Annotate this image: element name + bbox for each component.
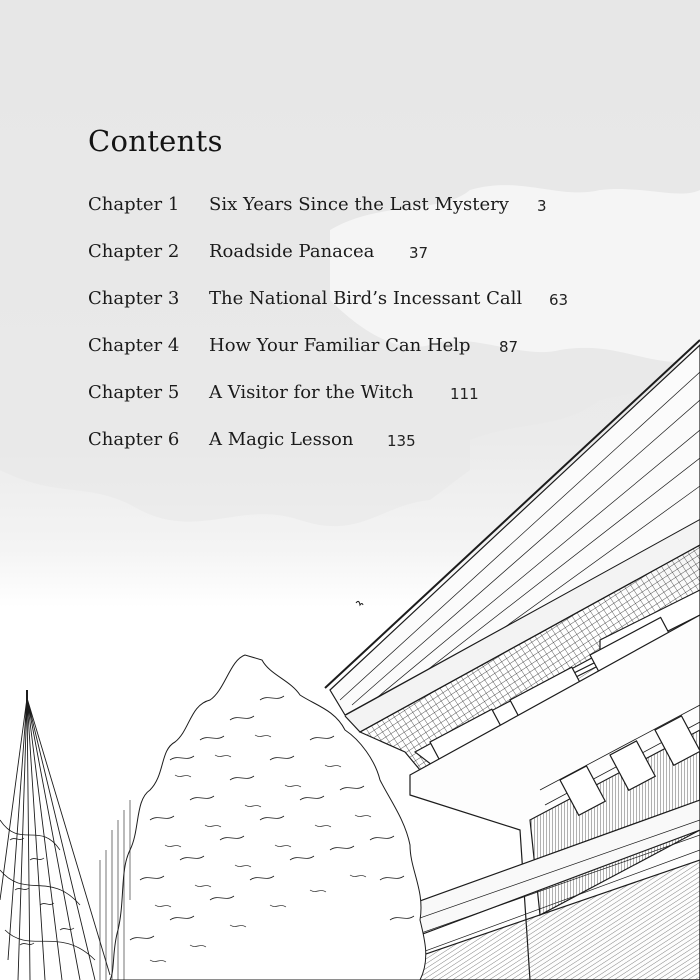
chapter-label: Chapter 6 [88,429,180,450]
chapter-label: Chapter 4 [88,335,180,356]
chapter-label: Chapter 5 [88,382,180,403]
chapter-title: Roadside Panacea [209,241,375,262]
chapter-page-number: 87 [499,338,519,356]
chapter-title: A Magic Lesson [209,429,354,450]
chapter-title: The National Bird’s Incessant Call [209,288,523,309]
chapter-title: Six Years Since the Last Mystery [209,194,509,215]
chapter-label: Chapter 3 [88,288,180,309]
chapter-page-number: 111 [450,385,479,403]
chapter-page-number: 3 [537,197,547,215]
chapter-title: A Visitor for the Witch [209,382,414,403]
chapter-title: How Your Familiar Can Help [209,335,471,356]
chapter-page-number: 63 [549,291,569,309]
chapter-page-number: 37 [409,244,429,262]
chapter-label: Chapter 2 [88,241,180,262]
chapter-page-number: 135 [387,432,416,450]
chapter-label: Chapter 1 [88,194,180,215]
contents-heading: Contents [88,124,223,158]
